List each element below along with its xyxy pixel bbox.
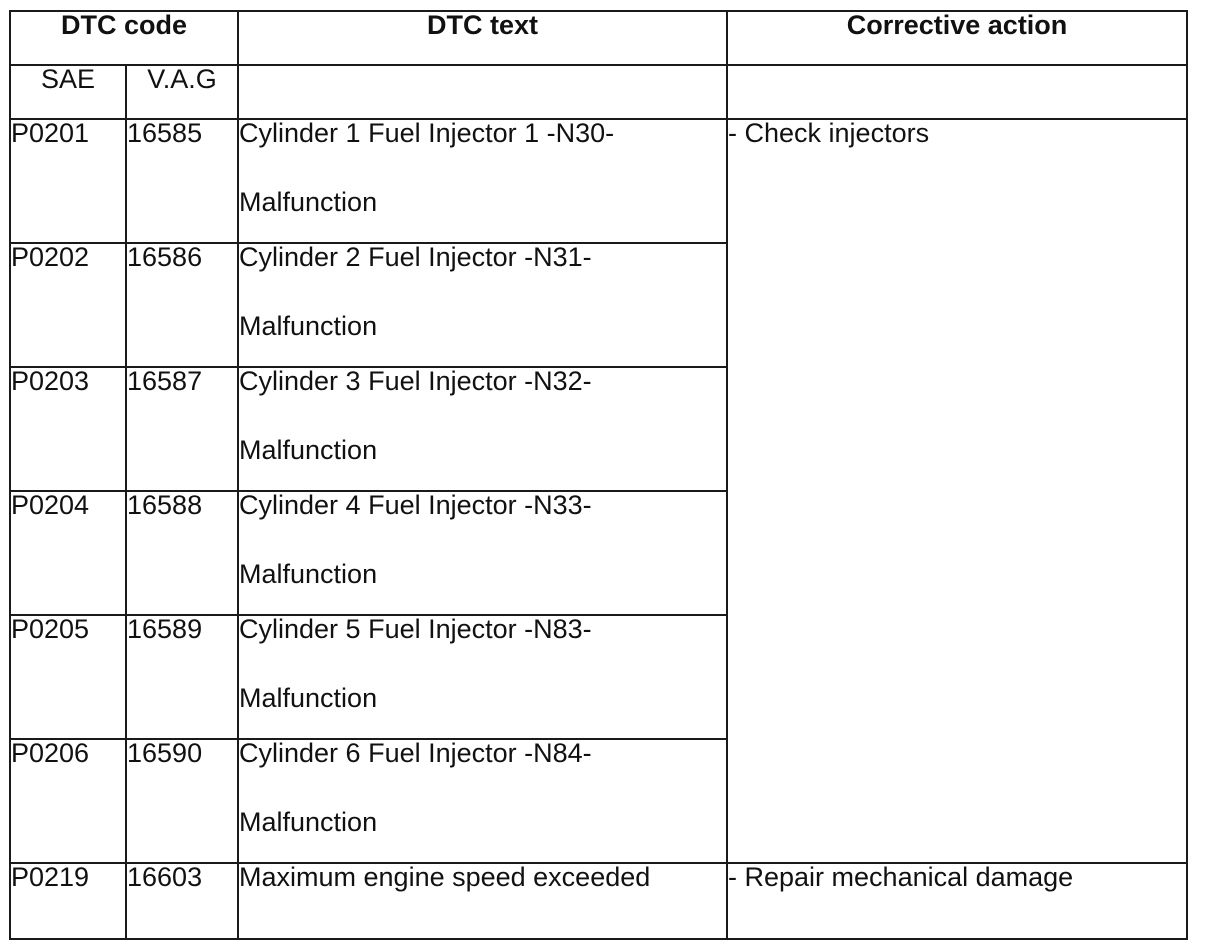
sae-code-text: P0202	[11, 242, 90, 272]
dtc-text-line1: Cylinder 4 Fuel Injector -N33-	[239, 490, 592, 520]
dtc-text-line1: Cylinder 1 Fuel Injector 1 -N30-	[239, 118, 615, 148]
header-dtc-text: DTC text	[238, 11, 727, 65]
sae-code-text: P0204	[11, 490, 90, 520]
vag-code	[126, 367, 238, 491]
dtc-text-line1: Maximum engine speed exceeded	[239, 862, 651, 892]
sae-code-text: P0203	[11, 366, 90, 396]
sae-code-text: P0219	[11, 862, 90, 892]
dtc-text-line1: Cylinder 3 Fuel Injector -N32-	[239, 366, 592, 396]
vag-code	[126, 243, 238, 367]
dtc-text-line1: Cylinder 6 Fuel Injector -N84-	[239, 738, 592, 768]
header-row	[10, 11, 1187, 65]
dtc-text	[238, 863, 727, 939]
vag-code-text: 16585	[127, 118, 203, 148]
sae-code-text: P0206	[11, 738, 90, 768]
subheader-sae: SAE	[10, 65, 126, 119]
sae-code	[10, 863, 126, 939]
table-row	[10, 119, 1187, 243]
vag-code-text: 16588	[127, 490, 203, 520]
dtc-text-line2: Malfunction	[239, 187, 378, 217]
vag-code	[126, 119, 238, 243]
dtc-text	[238, 119, 727, 243]
vag-code	[126, 615, 238, 739]
vag-code	[126, 491, 238, 615]
dtc-text	[238, 615, 727, 739]
subheader-row	[10, 65, 1187, 119]
sae-code	[10, 491, 126, 615]
header-dtc-code: DTC code	[10, 11, 238, 65]
dtc-text-line2: Malfunction	[239, 559, 378, 589]
corrective-action-mechanical	[727, 863, 1187, 939]
dtc-text-line2: Malfunction	[239, 435, 378, 465]
subheader-vag: V.A.G	[126, 65, 238, 119]
vag-code-text: 16587	[127, 366, 203, 396]
sae-code	[10, 367, 126, 491]
sae-code-text: P0201	[11, 118, 90, 148]
sae-code	[10, 739, 126, 863]
dtc-table	[9, 10, 1188, 940]
vag-code-text: 16590	[127, 738, 203, 768]
vag-code-text: 16586	[127, 242, 203, 272]
action-text: - Check injectors	[728, 118, 930, 148]
dtc-text-line2: Malfunction	[239, 683, 378, 713]
vag-code	[126, 863, 238, 939]
corrective-action-injectors	[727, 119, 1187, 863]
subheader-empty-action	[727, 65, 1187, 119]
dtc-text-line2: Malfunction	[239, 311, 378, 341]
sae-code	[10, 615, 126, 739]
dtc-text-line2: Malfunction	[239, 807, 378, 837]
vag-code	[126, 739, 238, 863]
dtc-text-line1: Cylinder 5 Fuel Injector -N83-	[239, 614, 592, 644]
sae-code-text: P0205	[11, 614, 90, 644]
vag-code-text: 16589	[127, 614, 203, 644]
dtc-text	[238, 367, 727, 491]
sae-code	[10, 119, 126, 243]
subheader-empty-text	[238, 65, 727, 119]
header-corrective-action: Corrective action	[727, 11, 1187, 65]
table-row	[10, 863, 1187, 939]
action-text: - Repair mechanical damage	[728, 862, 1074, 892]
dtc-text	[238, 739, 727, 863]
dtc-text-line1: Cylinder 2 Fuel Injector -N31-	[239, 242, 592, 272]
dtc-text	[238, 243, 727, 367]
sae-code	[10, 243, 126, 367]
dtc-text	[238, 491, 727, 615]
vag-code-text: 16603	[127, 862, 203, 892]
